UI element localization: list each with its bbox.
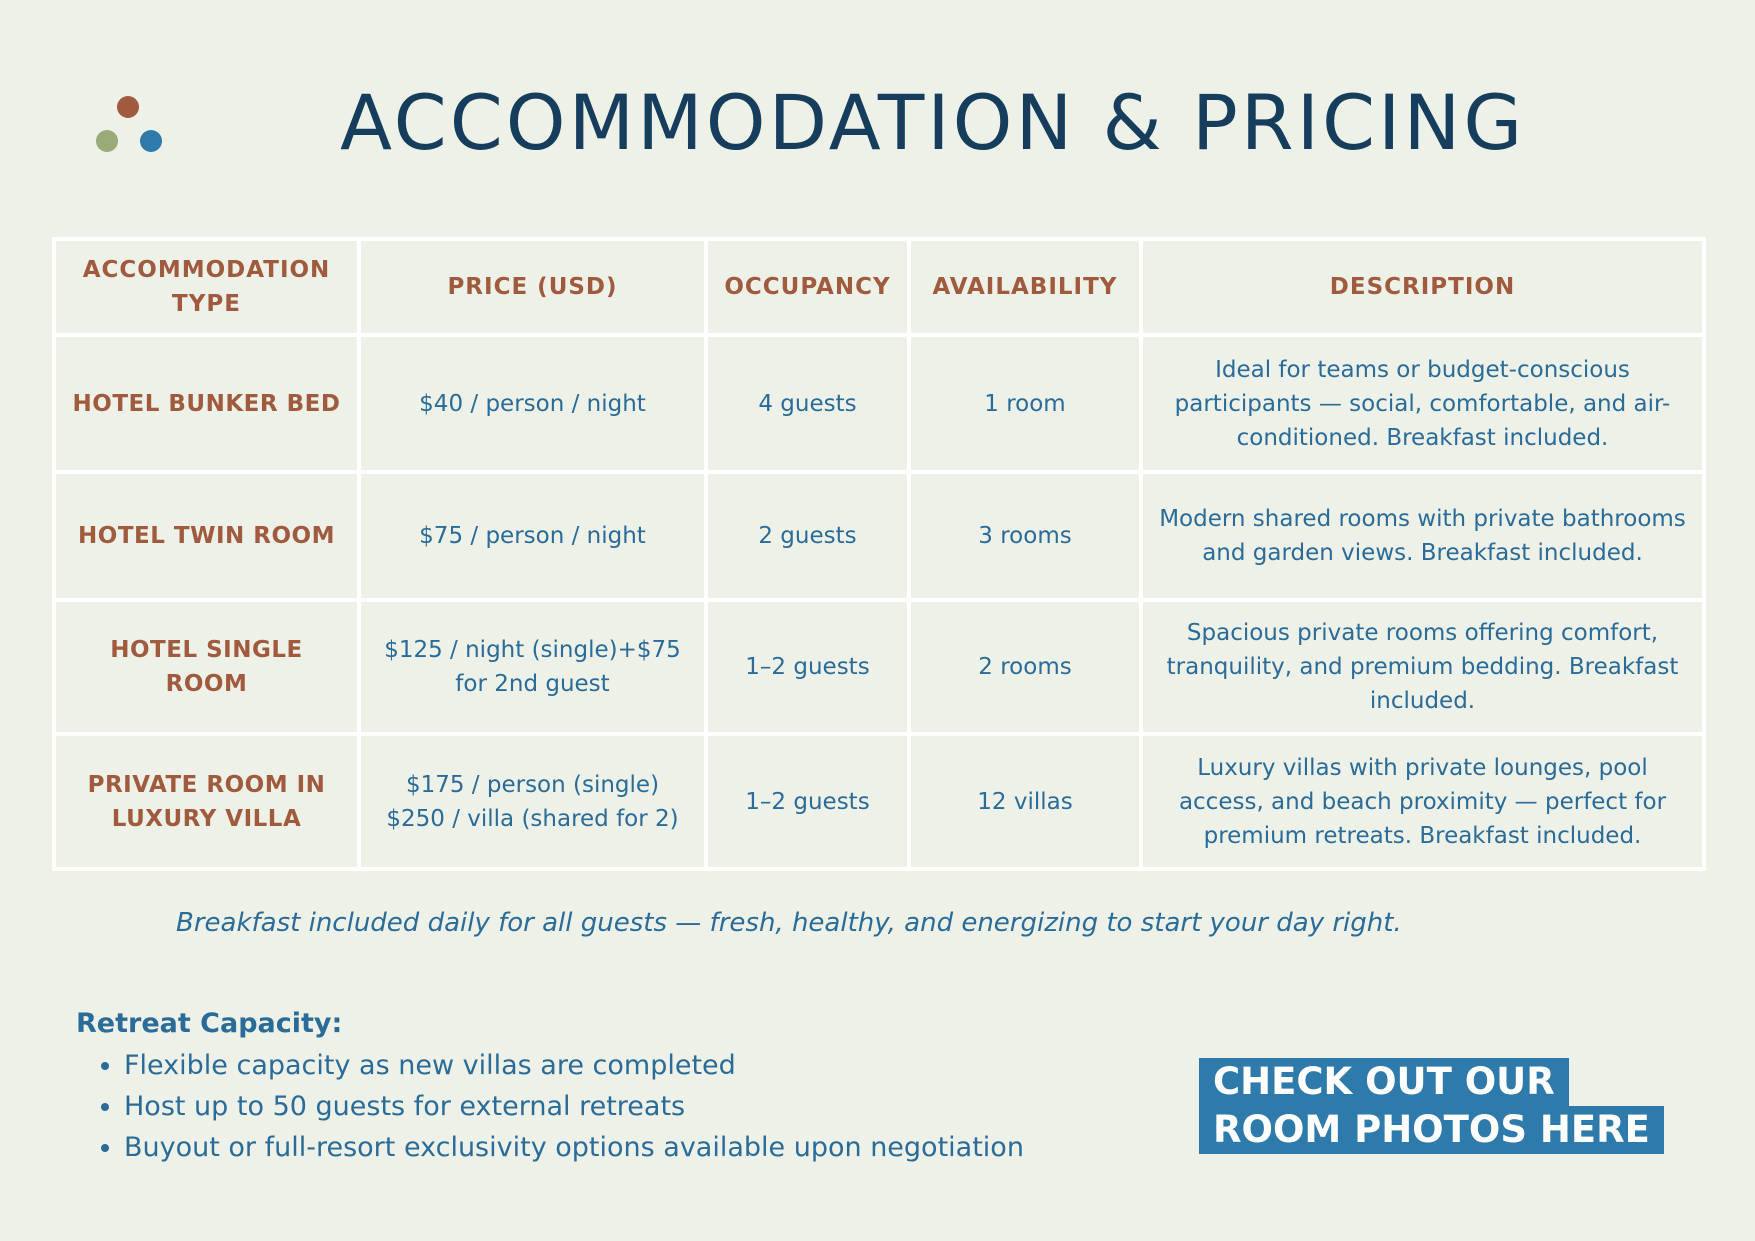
capacity-list (76, 1045, 1024, 1168)
price-line-single: $175 / person (single) (405, 771, 660, 798)
column-header-price: PRICE (USD) (359, 239, 706, 335)
table-row (54, 335, 1704, 472)
column-header-description: DESCRIPTION (1141, 239, 1704, 335)
table-row (54, 734, 1704, 869)
cell-description: Luxury villas with private lounges, pool access, and beach proximity — perfect for premium retreats. Breakfast included. (1141, 734, 1704, 869)
retreat-capacity-section (76, 1008, 1024, 1168)
cell-availability: 12 villas (909, 734, 1141, 869)
cell-occupancy: 2 guests (706, 472, 909, 600)
logo-dot-blue (140, 130, 162, 152)
cell-type: PRIVATE ROOM IN LUXURY VILLA (54, 734, 359, 869)
cta-line-1[interactable]: CHECK OUT OUR (1199, 1058, 1569, 1106)
list-item: • Buyout or full-resort exclusivity options available upon negotiation (124, 1127, 1024, 1168)
cell-price (359, 734, 706, 869)
page-title: ACCOMMODATION & PRICING (340, 78, 1526, 167)
cell-price: $75 / person / night (359, 472, 706, 600)
table-header-row (54, 239, 1704, 335)
cell-type: HOTEL TWIN ROOM (54, 472, 359, 600)
list-item: • Flexible capacity as new villas are completed (124, 1045, 1024, 1086)
table-row (54, 600, 1704, 734)
cell-occupancy: 1–2 guests (706, 600, 909, 734)
cell-type: HOTEL BUNKER BED (54, 335, 359, 472)
price-line-shared: $250 / villa (shared for 2) (386, 805, 679, 832)
cell-price: $40 / person / night (359, 335, 706, 472)
cell-type: HOTEL SINGLE ROOM (54, 600, 359, 734)
column-header-occupancy: OCCUPANCY (706, 239, 909, 335)
column-header-availability: AVAILABILITY (909, 239, 1141, 335)
cell-availability: 3 rooms (909, 472, 1141, 600)
cell-price: $125 / night (single)+$75 for 2nd guest (359, 600, 706, 734)
cell-occupancy: 1–2 guests (706, 734, 909, 869)
list-item: • Host up to 50 guests for external retreats (124, 1086, 1024, 1127)
cta-line-2[interactable]: ROOM PHOTOS HERE (1199, 1106, 1664, 1154)
logo-dot-brown (117, 96, 139, 118)
cell-occupancy: 4 guests (706, 335, 909, 472)
room-photos-link-button[interactable] (1199, 1058, 1664, 1154)
column-header-type: ACCOMMODATION TYPE (54, 239, 359, 335)
cell-availability: 1 room (909, 335, 1141, 472)
breakfast-note: Breakfast included daily for all guests — fresh, healthy, and energizing to start your day right. (176, 908, 1402, 938)
cell-description: Ideal for teams or budget-conscious participants — social, comfortable, and air-conditioned. Breakfast included. (1141, 335, 1704, 472)
cell-description: Spacious private rooms offering comfort, tranquility, and premium bedding. Breakfast included. (1141, 600, 1704, 734)
cell-availability: 2 rooms (909, 600, 1141, 734)
capacity-heading: Retreat Capacity: (76, 1008, 343, 1039)
table-row (54, 472, 1704, 600)
logo-dot-green (96, 130, 118, 152)
three-dots-logo-icon (92, 90, 172, 160)
cell-description: Modern shared rooms with private bathrooms and garden views. Breakfast included. (1141, 472, 1704, 600)
pricing-table (52, 237, 1706, 871)
